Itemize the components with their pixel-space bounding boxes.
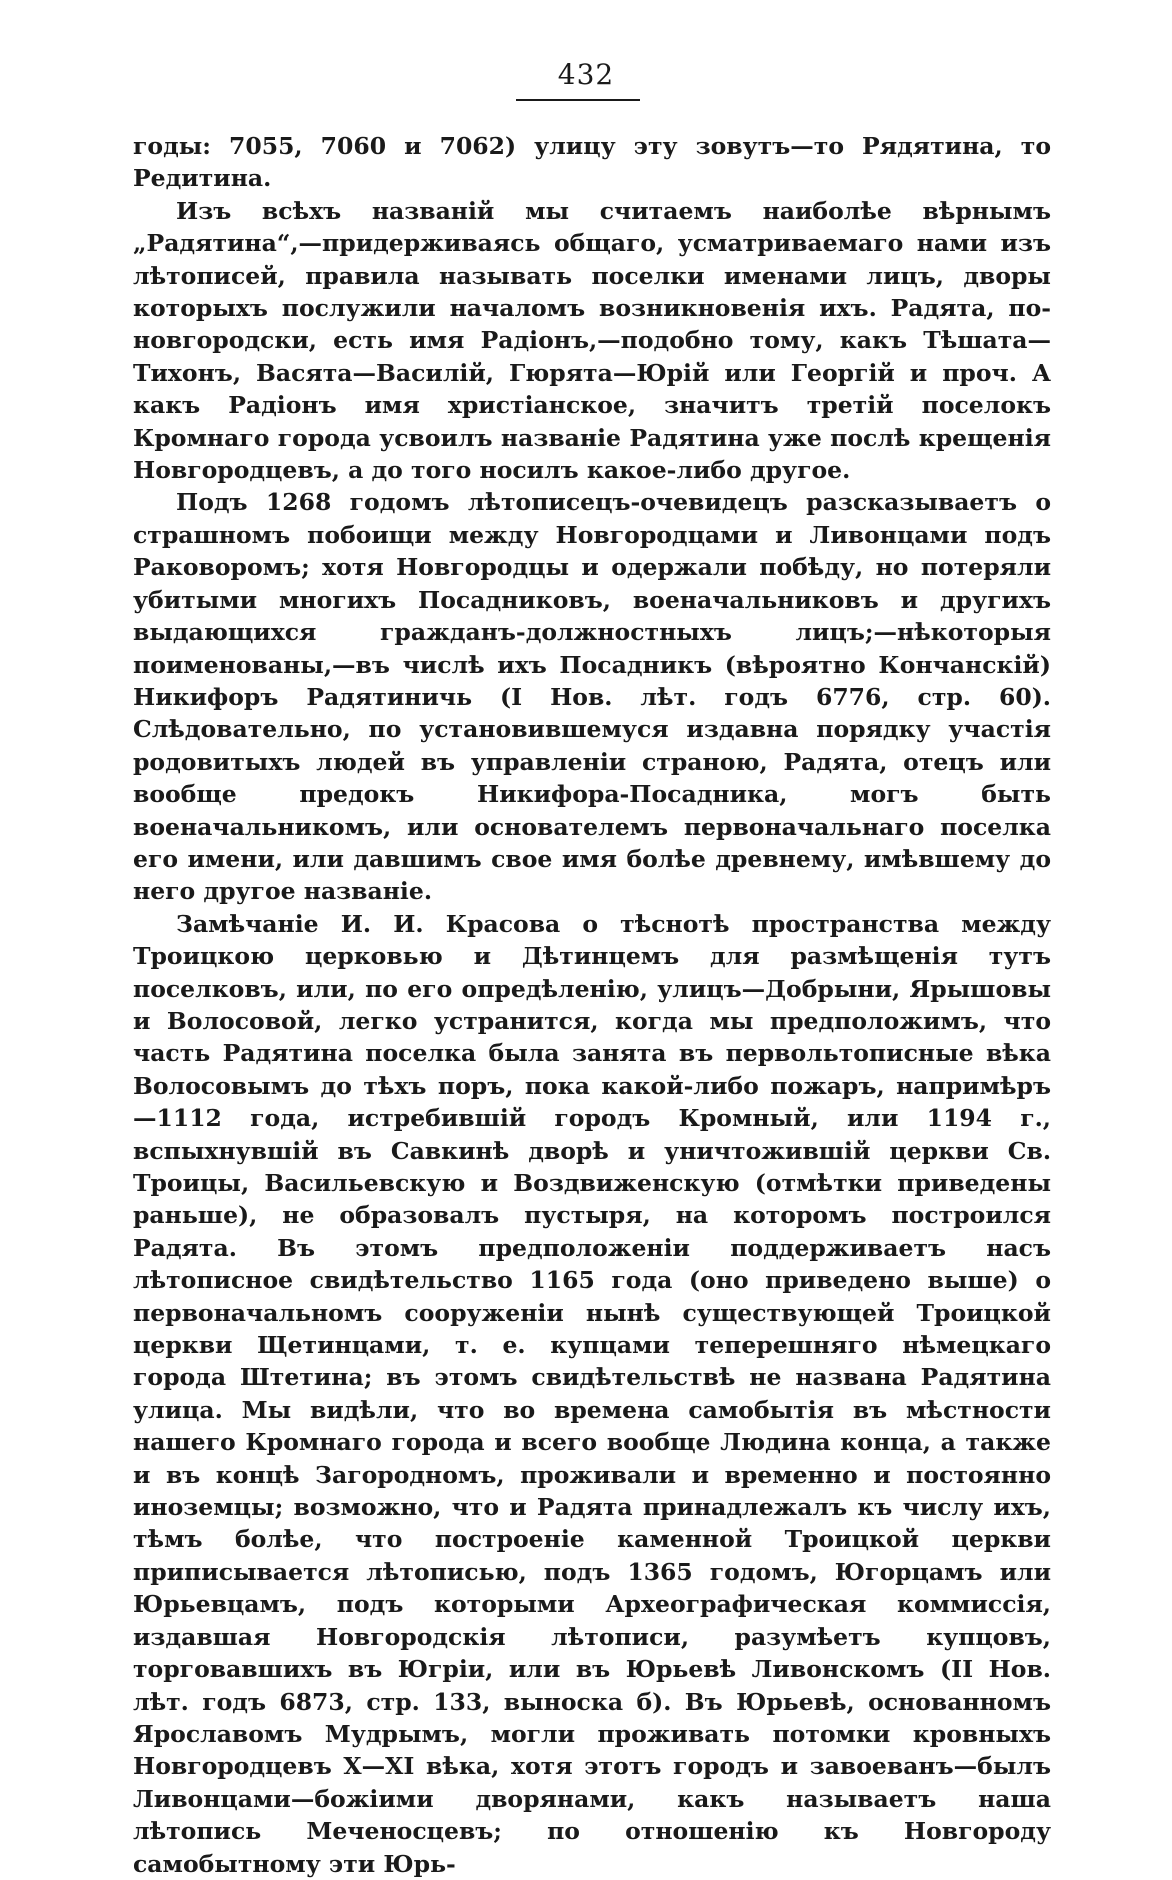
paragraph-continuation: годы: 7055, 7060 и 7062) улицу эту зовутъ—то Рядятина, то Редитина. — [133, 132, 1051, 193]
paragraph: Изъ всѣхъ названій мы считаемъ наиболѣе вѣрнымъ „Радятина“,—придерживаясь общаго, усматриваемаго нами изъ лѣтописей, правила называть поселки именами лицъ, дворы которыхъ послужили началомъ возникновенія ихъ. Радята, по-новгородски, есть имя Радіонъ,—подобно тому, какъ Тѣшата—Тихонъ, Васята—Василій, Гюрята—Юрій или Георгій и проч. А какъ Радіонъ имя христіанское, значитъ третій поселокъ Кромнаго города усвоилъ названіе Радятина уже послѣ крещенія Новгородцевъ, а до того носилъ какое-либо другое. — [133, 196, 1051, 485]
page-number: 432 — [557, 58, 615, 91]
paragraph: Подъ 1268 годомъ лѣтописецъ-очевидецъ разсказываетъ о страшномъ побоищи между Новгородцами и Ливонцами подъ Раковоромъ; хотя Новгородцы и одержали побѣду, но потеряли убитыми многихъ Посадниковъ, военачальниковъ и другихъ выдающихся гражданъ-должностныхъ лицъ;—нѣкоторыя поименованы,—въ числѣ ихъ Посадникъ (вѣроятно Кончанскій) Никифоръ Радятиничь (I Нов. лѣт. годъ 6776, стр. 60). Слѣдовательно, по установившемуся издавна порядку участія родовитыхъ людей въ управленіи страною, Радята, отецъ или вообще предокъ Никифора-Посадника, могъ быть военачальникомъ, или основателемъ первоначальнаго поселка его имени, или давшимъ свое имя болѣе древнему, имѣвшему до него другое названіе. — [133, 488, 1051, 906]
body-text — [133, 130, 1051, 1880]
header-rule — [516, 99, 640, 101]
paragraph: Замѣчаніе И. И. Красова о тѣснотѣ пространства между Троицкою церковью и Дѣтинцемъ для размѣщенія тутъ поселковъ, или, по его опредѣленію, улицъ—Добрыни, Ярышовы и Волосовой, легко устранится, когда мы предположимъ, что часть Радятина поселка была занята въ первольтописные вѣка Волосовымъ до тѣхъ поръ, пока какой-либо пожаръ, напримѣръ—1112 года, истребившій городъ Кромный, или 1194 г., вспыхнувшій въ Савкинѣ дворѣ и уничтожившій церкви Св. Троицы, Васильевскую и Воздвиженскую (отмѣтки приведены раньше), не образовалъ пустыря, на которомъ построился Радята. Въ этомъ предположеніи поддерживаетъ насъ лѣтописное свидѣтельство 1165 года (оно приведено выше) о первоначальномъ сооруженіи нынѣ существующей Троицкой церкви Щетинцами, т. е. купцами теперешняго нѣмецкаго города Штетина; въ этомъ свидѣтельствѣ не названа Радятина улица. Мы видѣли, что во времена самобытія въ мѣстности нашего Кромнаго города и всего вообще Людина конца, а также и въ концѣ Загородномъ, проживали и временно и постоянно иноземцы; возможно, что и Радята принадлежалъ къ числу ихъ, тѣмъ болѣе, что построеніе каменной Троицкой церкви приписывается лѣтописью, подъ 1365 годомъ, Югорцамъ или Юрьевцамъ, подъ которыми Археографическая коммиссія, издавшая Новгородскія лѣтописи, разумѣетъ купцовъ, торговавшихъ въ Югріи, или въ Юрьевѣ Ливонскомъ (II Нов. лѣт. годъ 6873, стр. 133, выноска б). Въ Юрьевѣ, основанномъ Ярославомъ Мудрымъ, могли проживать потомки кровныхъ Новгородцевъ X—XI вѣка, хотя этотъ городъ и завоеванъ—былъ Ливонцами—божіими дворянами, какъ называетъ наша лѣтопись Меченосцевъ; по отношенію къ Новгороду самобытному эти Юрь- — [133, 909, 1051, 1878]
